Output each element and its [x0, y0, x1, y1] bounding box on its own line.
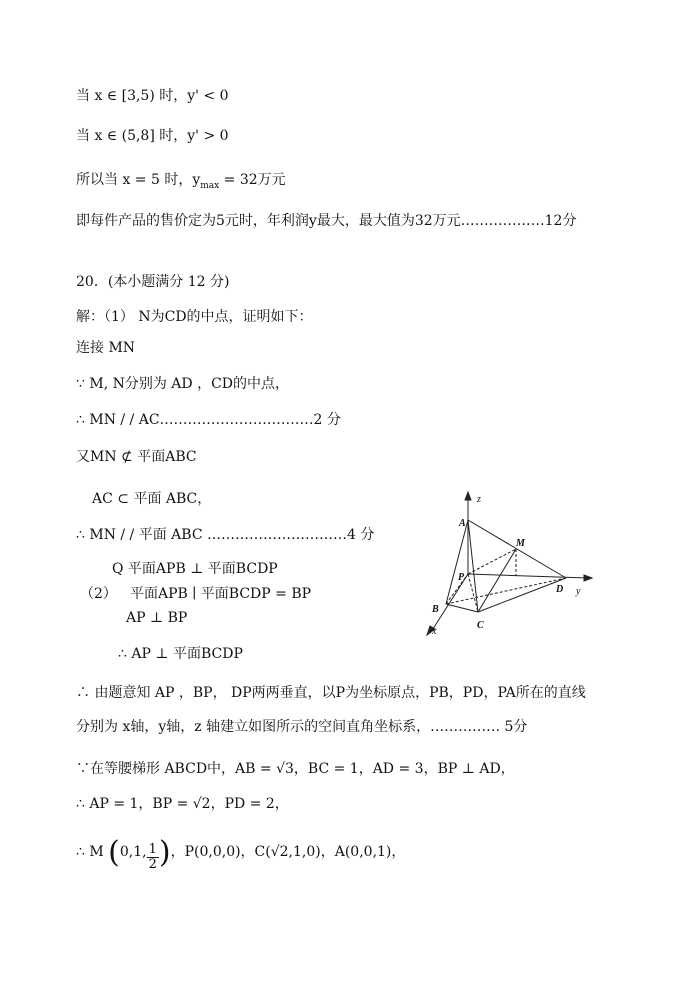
- label-A: A: [459, 518, 466, 529]
- text-line-9: ∴ MN / / AC……………………………2 分: [76, 412, 341, 428]
- text-line-6: 解：（1） N为CD的中点，证明如下：: [76, 309, 313, 325]
- text-line-21: ∴ M (0,1, $\frac{1}{2}$ )，P(0,0,0)，C(√2,1,0)，A(0,0,1)，: [76, 835, 406, 872]
- text-line-18: 分别为 x轴，y轴，z 轴建立如图所示的空间直角坐标系，…………… 5分: [76, 719, 528, 735]
- text-line-2: 当 x ∈ (5,8] 时，y' > 0: [76, 128, 229, 144]
- text-line-1: 当 x ∈ [3,5) 时，y' < 0: [76, 88, 229, 104]
- coordinate-figure: [420, 486, 605, 642]
- text-line-3-sub: max: [200, 181, 220, 191]
- problem-heading: 20．(本小题满分 12 分): [76, 274, 230, 290]
- y-arrow-icon: [584, 575, 592, 581]
- text-line-10: 又MN ⊄ 平面ABC: [76, 449, 197, 465]
- label-z: z: [477, 494, 481, 505]
- edge-BC: [446, 604, 478, 612]
- label-P: P: [458, 572, 465, 583]
- y-axis: [468, 574, 588, 578]
- z-arrow-icon: [465, 492, 471, 500]
- label-D: D: [556, 584, 564, 595]
- text-line-3: [76, 170, 286, 196]
- label-y: y: [576, 586, 581, 597]
- edge-CD: [478, 578, 566, 612]
- text-line-3-b: = 32万元: [219, 172, 286, 188]
- text-line-20: ∴ AP = 1，BP = √2，PD = 2，: [76, 796, 289, 812]
- text-line-8: ∵ M, N分别为 AD ，CD的中点，: [76, 376, 290, 392]
- text-line-21-a: ∴ M: [76, 844, 104, 860]
- text-line-12: ∴ MN / / 平面 ABC …………………………4 分: [76, 527, 375, 543]
- label-M: M: [516, 538, 525, 549]
- text-line-14-label: （2）: [80, 586, 117, 602]
- text-line-19: ∵在等腰梯形 ABCD中，AB = √3，BC = 1，AD = 3，BP ⊥ AD，: [76, 761, 515, 777]
- text-line-15: AP ⊥ BP: [126, 610, 188, 626]
- edge-PC-dashed: [468, 574, 478, 612]
- edge-AD: [468, 520, 566, 578]
- text-line-11: AC ⊂ 平面 ABC，: [92, 491, 212, 507]
- text-line-13: Q 平面APB ⊥ 平面BCDP: [112, 561, 278, 577]
- fraction-numerator: 1: [148, 842, 157, 857]
- text-line-17: ∴ 由题意知 AP ，BP， DP两两垂直，以P为坐标原点，PB，PD，PA所在的直线: [76, 685, 586, 701]
- edge-PB-dashed: [446, 574, 468, 604]
- text-line-3-a: 所以当 x = 5 时，y: [76, 172, 201, 188]
- text-line-16: ∴ AP ⊥ 平面BCDP: [118, 646, 243, 662]
- label-B: B: [432, 604, 439, 615]
- label-C: C: [477, 620, 484, 631]
- fraction-denominator: 2: [148, 857, 157, 872]
- text-line-7: 连接 MN: [76, 340, 136, 356]
- text-line-21-b: ，P(0,0,0)，C(√2,1,0)，A(0,0,1)，: [170, 844, 406, 860]
- text-line-14: 平面APB ∣ 平面BCDP = BP: [130, 586, 312, 602]
- label-x: x: [432, 626, 437, 637]
- text-line-4: 即每件产品的售价定为5元时，年利润y最大，最大值为32万元………………12分: [76, 213, 577, 229]
